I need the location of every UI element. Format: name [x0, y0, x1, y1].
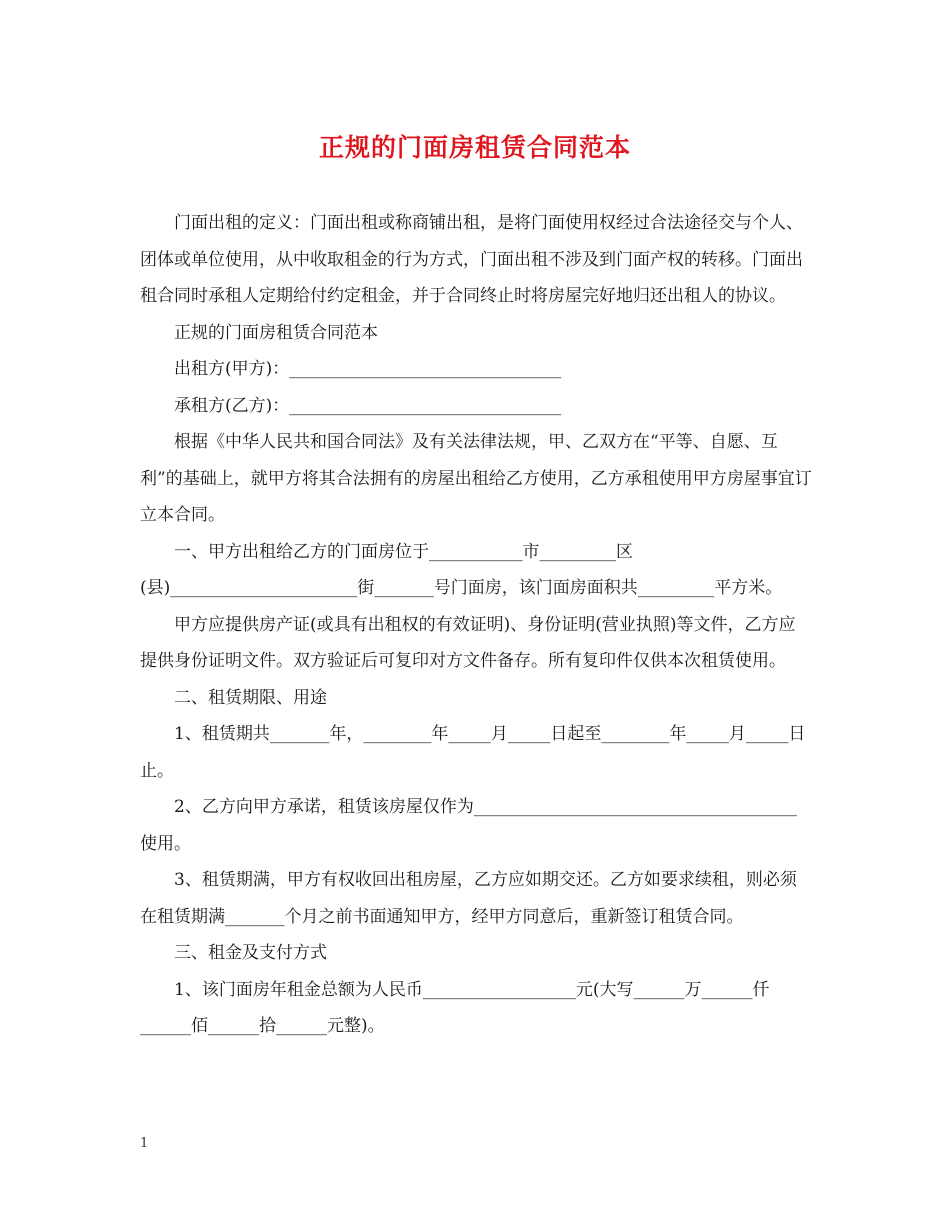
paragraph-term-3: 3、租赁期满，甲方有权收回出租房屋，乙方应如期交还。乙方如要求续租，则必须在租赁期满_______个月之前书面通知甲方，经甲方同意后，重新签订租赁合同。: [140, 870, 797, 927]
section-heading-rent: 三、租金及支付方式: [174, 943, 327, 963]
paragraph-subtitle: 正规的门面房租赁合同范本: [174, 322, 378, 343]
document-body: [140, 205, 812, 1045]
section-heading-term: 二、租赁期限、用途: [174, 687, 327, 708]
paragraph-basis: 根据《中华人民共和国合同法》及有关法律法规，甲、乙双方在“平等、自愿、互利”的基础上，就甲方将其合法拥有的房屋出租给乙方使用，乙方承租使用甲方房屋事宜订立本合同。: [140, 432, 812, 525]
paragraph-definition: 门面出租的定义：门面出租或称商铺出租，是将门面使用权经过合法途径交与个人、团体或单位使用，从中收取租金的行为方式，门面出租不涉及到门面产权的转移。门面出租合同时承租人定期给付约定租金，并于合同终止时将房屋完好地归还出租人的协议。: [140, 213, 803, 306]
page-number: 1: [140, 1136, 149, 1151]
paragraph-rent-1: 1、该门面房年租金总额为人民币__________________元(大写______万______仟______佰______拾______元整)。: [140, 979, 770, 1036]
paragraph-lessor: 出租方(甲方)：________________________________: [174, 359, 562, 379]
paragraph-term-1: 1、租赁期共_______年，________年_____月_____日起至________年_____月_____日止。: [140, 724, 806, 781]
paragraph-documents: 甲方应提供房产证(或具有出租权的有效证明)、身份证明(营业执照)等文件，乙方应提供身份证明文件。双方验证后可复印对方文件备存。所有复印件仅供本次租赁使用。: [140, 614, 796, 671]
paragraph-location: 一、甲方出租给乙方的门面房位于___________市_________区(县)______________________街_______号门面房，该门面房面积共_________平方米。: [140, 541, 783, 598]
document-title: 正规的门面房租赁合同范本: [318, 133, 631, 162]
paragraph-lessee: 承租方(乙方)：________________________________: [174, 395, 562, 416]
paragraph-term-2: 2、乙方向甲方承诺，租赁该房屋仅作为______________________________________使用。: [140, 797, 797, 854]
